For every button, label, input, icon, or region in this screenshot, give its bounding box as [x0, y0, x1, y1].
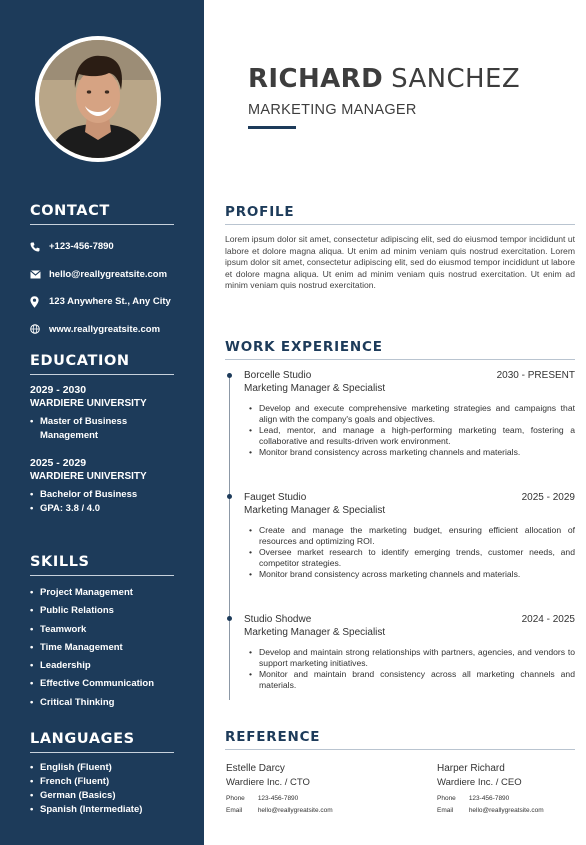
- education-years: 2025 - 2029: [30, 457, 87, 469]
- timeline-dot: [227, 616, 232, 621]
- education-entry: [30, 456, 174, 515]
- job-company: Borcelle Studio: [244, 370, 312, 381]
- reference-phone-label: Phone: [437, 795, 456, 802]
- role-underline: [248, 126, 296, 129]
- reference-card: [226, 761, 386, 817]
- contact-address: [30, 288, 174, 316]
- job-entry: [244, 491, 575, 580]
- job-title: Marketing Manager & Specialist: [244, 383, 386, 394]
- language-item: • English (Fluent): [30, 761, 174, 775]
- language-item: • French (Fluent): [30, 775, 174, 789]
- profile-photo: [35, 36, 161, 162]
- education-detail: • Master of Business Management: [30, 415, 174, 442]
- languages-heading: LANGUAGES: [30, 731, 174, 753]
- reference-heading: REFERENCE: [225, 729, 575, 750]
- email-icon: [30, 270, 49, 279]
- skill-item: • Effective Communication: [30, 675, 174, 693]
- job-entry: [244, 369, 575, 458]
- contact-email: [30, 261, 174, 289]
- education-school: WARDIERE UNIVERSITY: [30, 471, 147, 482]
- timeline-line: [229, 375, 230, 700]
- job-dates: 2030 - PRESENT: [496, 370, 575, 381]
- profile-text: Lorem ipsum dolor sit amet, consectetur adipiscing elit, sed do eiusmod tempor incididunt ut labore et dolore magna aliqua. Ut enim ad minim veniam quis nostrud exercitation. Lorem ipsum dolor sit amet, consectetur adipiscing elit, sed do eiusmod tempor incididunt ut labore et dolore magna aliqua. Ut enim ad minim veniam quis nostrud exercitation. Ut enim ad minim veniam quis nostrud exercitation.: [225, 234, 575, 290]
- reference-phone-value: 123-456-7890: [257, 795, 299, 802]
- job-bullet: • Lead, mentor, and manage a high-performing marketing team, fostering a collaborative and results-driven work environment.: [259, 425, 575, 447]
- reference-phone-value: 123-456-7890: [468, 795, 510, 802]
- contact-website-text: www.reallygreatsite.com: [49, 323, 161, 335]
- contact-email-text: hello@reallygreatsite.com: [49, 268, 168, 280]
- education-details: [30, 488, 174, 515]
- education-school: WARDIERE UNIVERSITY: [30, 398, 147, 409]
- skills-section: [30, 554, 174, 712]
- reference-email-label: Email: [226, 807, 243, 814]
- skill-item: • Time Management: [30, 639, 174, 657]
- reference-phone: [437, 793, 586, 805]
- languages-list: [30, 761, 174, 817]
- contact-phone-text: +123-456-7890: [49, 241, 114, 253]
- education-section: [30, 353, 174, 529]
- job-bullets: [244, 647, 575, 691]
- last-name: SANCHEZ: [391, 64, 521, 94]
- first-name: RICHARD: [248, 64, 384, 94]
- contact-phone: [30, 233, 174, 261]
- phone-icon: [30, 242, 49, 252]
- skill-item: • Critical Thinking: [30, 694, 174, 712]
- avatar-illustration: [39, 40, 157, 158]
- job-bullet: • Oversee market research to identify emerging trends, customer needs, and competitor strategies.: [259, 547, 575, 569]
- contact-section: [30, 203, 174, 343]
- job-bullet: • Monitor brand consistency across marketing channels and materials.: [259, 569, 575, 580]
- job-bullet: • Develop and execute comprehensive marketing strategies and campaigns that align with the company's goals and objectives.: [259, 403, 575, 425]
- skill-item: • Project Management: [30, 584, 174, 602]
- job-role: MARKETING MANAGER: [248, 102, 417, 118]
- reference-company: Wardiere Inc. / CTO: [226, 777, 310, 788]
- education-details: [30, 415, 174, 442]
- education-entry: [30, 383, 174, 442]
- reference-phone-label: Phone: [226, 795, 245, 802]
- job-company: Fauget Studio: [244, 492, 307, 503]
- languages-section: [30, 731, 174, 817]
- profile-heading: PROFILE: [225, 204, 575, 225]
- globe-icon: [30, 324, 49, 334]
- job-bullet: • Monitor and maintain brand consistency across all marketing channels and materials.: [259, 669, 575, 691]
- job-title: Marketing Manager & Specialist: [244, 627, 386, 638]
- reference-company: Wardiere Inc. / CEO: [437, 777, 522, 788]
- education-detail: • GPA: 3.8 / 4.0: [30, 502, 174, 516]
- experience-heading: WORK EXPERIENCE: [225, 339, 575, 360]
- skill-item: • Public Relations: [30, 602, 174, 620]
- reference-email-value: hello@reallygreatsite.com: [468, 807, 544, 814]
- full-name: [248, 64, 520, 94]
- education-years: 2029 - 2030: [30, 384, 87, 396]
- header: [248, 64, 520, 129]
- contact-address-text: 123 Anywhere St., Any City: [49, 296, 171, 308]
- language-item: • German (Basics): [30, 789, 174, 803]
- job-entry: [244, 613, 575, 691]
- job-bullet: • Develop and maintain strong relationships with partners, agencies, and vendors to support marketing initiatives.: [259, 647, 575, 669]
- reference-card: [437, 761, 586, 817]
- skill-item: • Teamwork: [30, 621, 174, 639]
- education-heading: EDUCATION: [30, 353, 174, 375]
- language-item: • Spanish (Intermediate): [30, 803, 174, 817]
- job-dates: 2025 - 2029: [521, 492, 575, 503]
- skills-list: [30, 584, 174, 712]
- reference-phone: [226, 793, 386, 805]
- reference-name: Harper Richard: [437, 763, 505, 774]
- job-bullet: • Create and manage the marketing budget, ensuring efficient allocation of resources and optimizing ROI.: [259, 525, 575, 547]
- contact-heading: CONTACT: [30, 203, 174, 225]
- job-company: Studio Shodwe: [244, 614, 312, 625]
- reference-email-value: hello@reallygreatsite.com: [257, 807, 333, 814]
- education-detail: • Bachelor of Business: [30, 488, 174, 502]
- location-pin-icon: [30, 296, 49, 308]
- skills-heading: SKILLS: [30, 554, 174, 576]
- reference-email: [226, 805, 386, 817]
- job-dates: 2024 - 2025: [521, 614, 575, 625]
- job-bullet: • Monitor brand consistency across marketing channels and materials.: [259, 447, 575, 458]
- timeline-dot: [227, 373, 232, 378]
- timeline-dot: [227, 494, 232, 499]
- contact-website: [30, 316, 174, 344]
- job-bullets: [244, 525, 575, 580]
- reference-email: [437, 805, 586, 817]
- reference-name: Estelle Darcy: [226, 763, 285, 774]
- sidebar: [0, 0, 204, 845]
- job-title: Marketing Manager & Specialist: [244, 505, 386, 516]
- reference-email-label: Email: [437, 807, 454, 814]
- job-bullets: [244, 403, 575, 458]
- skill-item: • Leadership: [30, 657, 174, 675]
